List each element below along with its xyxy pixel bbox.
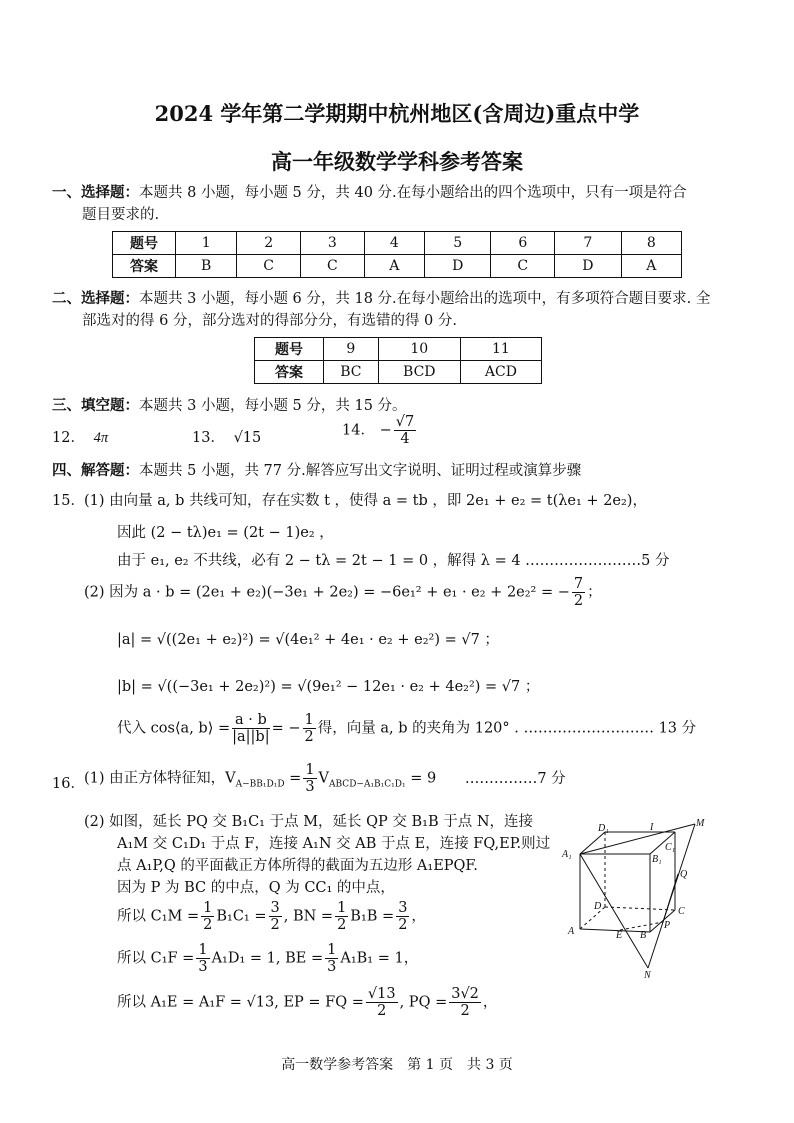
- q13-label: 13．: [192, 430, 225, 446]
- section4-intro: [52, 460, 581, 482]
- formula-text: ；: [587, 584, 602, 601]
- table-cell: D: [555, 255, 621, 278]
- section1-intro: [52, 182, 687, 204]
- q16-part2-line2: A₁M 交 C₁D₁ 于点 F，连接 A₁N 交 AB 于点 E，连接 FQ,EP.则过: [117, 836, 551, 852]
- formula-text: 所以 A₁E = A₁F = √13, EP = FQ =: [117, 994, 364, 1011]
- q15-part2-line4: [117, 712, 696, 745]
- q16-part2-line3: 点 A₁P,Q 的平面截正方体所得的截面为五边形 A₁EPQF.: [117, 858, 478, 874]
- table-cell: 11: [460, 338, 541, 361]
- fraction-denominator: 2: [573, 593, 584, 609]
- fraction: [325, 942, 338, 975]
- formula-text: = −: [271, 720, 301, 737]
- formula-text: V: [318, 770, 330, 787]
- formula-text: B₁B =: [350, 908, 395, 925]
- q15-part2-line2: |a| = √((2e₁ + e₂)²) = √(4e₁² + 4e₁ · e₂ + e₂²) = √7 ；: [117, 632, 499, 648]
- section2-text: 本题共 3 小题，每小题 6 分，共 18 分.在每小题给出的选项中，有多项符合题目要求. 全: [139, 291, 711, 307]
- q16-part1: [84, 762, 566, 795]
- point-label: B₁: [652, 854, 662, 865]
- point-label: D₁: [598, 823, 609, 834]
- q16-part2-line1: (2) 如图，延长 PQ 交 B₁C₁ 于点 M，延长 QP 交 B₁B 于点 N，连接: [84, 814, 534, 830]
- q15-part1-line1: (1) 由向量 a, b 共线可知，存在实数 t ，使得 a = tb ，即 2e₁ + e₂ = t(λe₁ + 2e₂)，: [84, 493, 647, 509]
- table-cell: 8: [621, 232, 681, 255]
- fraction-denominator: 2: [304, 729, 314, 745]
- fraction-denominator: 2: [270, 917, 280, 933]
- table-cell: 3: [300, 232, 364, 255]
- fraction-denominator: 2: [460, 1003, 470, 1019]
- fraction-numerator: 1: [198, 942, 208, 958]
- q13-value: √15: [233, 430, 262, 446]
- fraction: [196, 942, 209, 975]
- fraction-numerator: 3: [398, 900, 408, 916]
- fraction-numerator: √7: [395, 414, 415, 430]
- score-text: ……………7 分: [464, 770, 566, 787]
- table-cell: BC: [324, 361, 379, 384]
- table-row: [113, 255, 682, 278]
- formula-text: 所以 C₁F =: [117, 950, 195, 967]
- q16-part2-line4: 因为 P 为 BC 的中点，Q 为 CC₁ 的中点，: [117, 880, 395, 896]
- fraction: [303, 712, 316, 745]
- table-cell: 6: [491, 232, 555, 255]
- table-cell: 4: [364, 232, 424, 255]
- hidden-edge: [605, 907, 675, 910]
- q14-fraction: [394, 414, 416, 447]
- table-cell: 7: [555, 232, 621, 255]
- fraction-denominator: 3: [198, 959, 208, 975]
- fraction: [232, 712, 269, 745]
- point-label: E: [616, 930, 623, 941]
- formula-text: A₁B₁ = 1，: [340, 950, 419, 967]
- fraction-numerator: 1: [337, 900, 347, 916]
- table-cell: A: [621, 255, 681, 278]
- formula-text: = 9: [410, 770, 437, 787]
- q14-answer: [342, 414, 418, 447]
- fraction-denominator: 2: [203, 917, 213, 933]
- section1-answer-table: [112, 231, 682, 278]
- table-row: [113, 232, 682, 255]
- q15-part1-line3: 由于 e₁, e₂ 不共线，必有 2 − tλ = 2t − 1 = 0 ，解得 λ = 4 ……………………5 分: [117, 553, 670, 569]
- point-label: D: [594, 901, 602, 912]
- point-label: C₁: [665, 842, 676, 853]
- q16-part2-line5: [117, 900, 426, 933]
- fraction-numerator: 1: [327, 942, 337, 958]
- q13-answer: [192, 426, 261, 447]
- cube-edge: [650, 910, 675, 932]
- table-row: [255, 338, 542, 361]
- cube-figure: [560, 812, 720, 982]
- section1-heading: 一、选择题：: [52, 184, 139, 201]
- section1-text: 本题共 8 小题，每小题 5 分，共 40 分.在每小题给出的四个选项中，只有一项是符合: [139, 185, 687, 201]
- formula-text: (2) 因为 a · b = (2e₁ + e₂)(−3e₁ + 2e₂) = −6e₁² + e₁ · e₂ + 2e₂² = −: [84, 584, 570, 601]
- fraction: [269, 900, 282, 933]
- page-footer: 高一数学参考答案 第 1 页 共 3 页: [281, 1057, 513, 1073]
- fraction: [335, 900, 348, 933]
- q15-label: 15．: [52, 493, 85, 509]
- table-header-cell: 题号: [255, 338, 324, 361]
- fraction: [396, 900, 409, 933]
- table-cell: 5: [425, 232, 491, 255]
- q16-part2-line7: [117, 986, 497, 1019]
- fraction-numerator: 3√2: [451, 986, 479, 1002]
- fraction: [572, 576, 585, 609]
- fraction-numerator: 1: [203, 900, 213, 916]
- formula-text: B₁C₁ =: [216, 908, 267, 925]
- table-row: [255, 361, 542, 384]
- point-label: A₁: [562, 849, 572, 860]
- table-cell: 9: [324, 338, 379, 361]
- section1-text-cont: 题目要求的.: [82, 207, 160, 223]
- section2-text-cont: 部选对的得 6 分，部分选对的得部分分，有选错的得 0 分.: [82, 313, 457, 329]
- table-cell: D: [425, 255, 491, 278]
- fraction-numerator: 1: [304, 712, 314, 728]
- fraction-numerator: √13: [367, 986, 396, 1002]
- q14-sign: −: [379, 422, 392, 439]
- table-cell: ACD: [460, 361, 541, 384]
- section2-heading: 二、选择题：: [52, 290, 139, 307]
- page-title: 2024 学年第二学期期中杭州地区(含周边)重点中学: [154, 101, 640, 126]
- fraction-denominator: |a||b|: [232, 729, 270, 745]
- q15-part1-line2: 因此 (2 − tλ)e₁ = (2t − 1)e₂ ，: [117, 525, 334, 541]
- point-label: A: [568, 926, 575, 937]
- formula-text: ，: [411, 908, 426, 925]
- table-cell: 1: [176, 232, 237, 255]
- point-label: B: [640, 930, 647, 941]
- section3-text: 本题共 3 小题，每小题 5 分，共 15 分。: [139, 398, 407, 414]
- fraction: [366, 986, 398, 1019]
- point-label: N: [644, 970, 651, 981]
- point-label: C: [678, 906, 685, 917]
- q12-label: 12．: [52, 430, 85, 446]
- q12-answer: [52, 426, 108, 447]
- fraction-denominator: 2: [337, 917, 347, 933]
- table-cell: 10: [378, 338, 460, 361]
- fraction-denominator: 3: [327, 959, 337, 975]
- table-cell: BCD: [378, 361, 460, 384]
- formula-text: =: [289, 770, 302, 787]
- fraction-numerator: a · b: [232, 712, 269, 729]
- fraction-denominator: 3: [305, 779, 315, 795]
- fraction: [201, 900, 214, 933]
- table-header-cell: 答案: [113, 255, 176, 278]
- section3-heading: 三、填空题：: [52, 397, 139, 414]
- fraction-denominator: 2: [398, 917, 408, 933]
- table-header-cell: 答案: [255, 361, 324, 384]
- formula-subscript: A−BB₁D₁D: [235, 779, 285, 790]
- section2-answer-table: [254, 337, 542, 384]
- fraction-numerator: 1: [305, 762, 315, 778]
- table-header-cell: 题号: [113, 232, 176, 255]
- section4-heading: 四、解答题：: [52, 462, 139, 479]
- table-cell: A: [364, 255, 424, 278]
- formula-subscript: ABCD−A₁B₁C₁D₁: [329, 779, 406, 790]
- q16-label: 16．: [52, 776, 85, 792]
- q12-value: 4π: [93, 430, 109, 446]
- table-cell: B: [176, 255, 237, 278]
- fraction: [449, 986, 481, 1019]
- q15-part2-line3: |b| = √((−3e₁ + 2e₂)²) = √(9e₁² − 12e₁ · e₂ + 4e₂²) = √7 ；: [117, 679, 540, 695]
- hidden-edge: [580, 907, 605, 929]
- table-cell: C: [491, 255, 555, 278]
- q14-label: 14．: [342, 422, 375, 439]
- formula-text: 所以 C₁M =: [117, 908, 200, 925]
- fraction-numerator: 3: [270, 900, 280, 916]
- fraction-denominator: 4: [400, 431, 410, 447]
- q16-part2-line6: [117, 942, 418, 975]
- section-line: [663, 874, 678, 922]
- point-label: I: [650, 822, 654, 833]
- formula-text: 代入 cos⟨a, b⟩ =: [117, 720, 231, 737]
- table-cell: C: [300, 255, 364, 278]
- formula-text: 得，向量 a, b 的夹角为 120° . ……………………… 13 分: [317, 720, 697, 737]
- fraction: [303, 762, 316, 795]
- page-subtitle: 高一年级数学学科参考答案: [271, 149, 523, 174]
- q15-part2-line1: [84, 576, 602, 609]
- section4-text: 本题共 5 小题，共 77 分.解答应写出文字说明、证明过程或演算步骤: [139, 463, 582, 479]
- fraction-numerator: 7: [573, 576, 584, 592]
- formula-text: , PQ =: [399, 994, 448, 1011]
- table-cell: 2: [237, 232, 301, 255]
- section-line: [580, 854, 648, 968]
- point-label: Q: [680, 869, 688, 880]
- formula-text: ，: [482, 994, 498, 1011]
- formula-text: A₁D₁ = 1, BE =: [211, 950, 324, 967]
- formula-text: , BN =: [283, 908, 334, 925]
- table-cell: C: [237, 255, 301, 278]
- section2-intro: [52, 288, 710, 310]
- point-label: M: [696, 818, 705, 829]
- point-label: P: [664, 920, 671, 931]
- formula-text: (1) 由正方体特征知，V: [84, 770, 236, 787]
- fraction-denominator: 2: [377, 1003, 387, 1019]
